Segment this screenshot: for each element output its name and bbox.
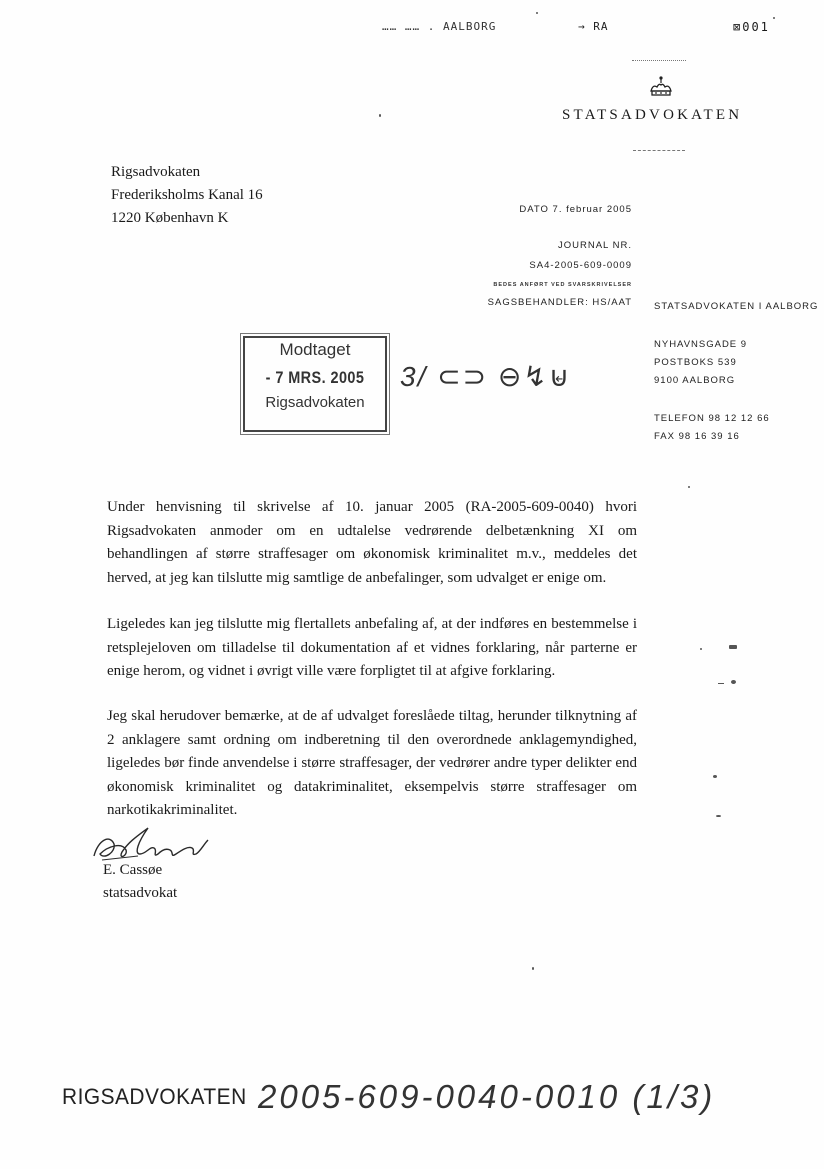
case-handler: SAGSBEHANDLER: HS/AAT: [487, 297, 632, 308]
fax-header-left: …… …… . AALBORG: [382, 20, 497, 33]
noise-speck: [700, 648, 702, 650]
fax-page-number: [733, 20, 770, 34]
org-name: STATSADVOKATEN: [562, 107, 743, 123]
noise-speck: [773, 17, 775, 19]
sender-phone: TELEFON 98 12 12 66: [654, 413, 770, 424]
stamp-handwritten-number: 3/ ⊂⊃ ⊖↯⊌: [400, 361, 572, 392]
sender-city: 9100 AALBORG: [654, 375, 736, 386]
dotted-rule-top: [632, 60, 686, 61]
fax-page-value: 001: [742, 20, 770, 34]
fax-icon: ⊠: [733, 20, 743, 34]
journal-label: JOURNAL NR.: [558, 240, 632, 251]
noise-speck: [718, 683, 724, 684]
stamp-date: - 7 MRS. 2005: [265, 368, 365, 387]
recipient-name: Rigsadvokaten: [111, 164, 201, 180]
stamp-agency: Rigsadvokaten: [265, 394, 365, 411]
signatory-title: statsadvokat: [103, 885, 178, 901]
stamp-received-label: Modtaget: [279, 340, 351, 359]
dotted-rule-bottom: [633, 150, 685, 151]
noise-speck: [379, 114, 381, 117]
footer-agency-label: RIGSADVOKATEN: [62, 1084, 247, 1109]
recipient-city: 1220 København K: [111, 210, 229, 226]
noise-speck: [536, 12, 538, 14]
noise-speck: [532, 967, 534, 970]
sender-street: NYHAVNSGADE 9: [654, 339, 748, 350]
sender-address: [654, 336, 747, 390]
cite-note: BEDES ANFØRT VED SVARSKRIVELSER: [493, 282, 632, 288]
sender-fax: FAX 98 16 39 16: [654, 431, 740, 442]
noise-speck: [688, 486, 690, 488]
noise-speck: [731, 680, 736, 684]
journal-number: SA4-2005-609-0009: [529, 260, 632, 271]
letter-date: DATO 7. februar 2005: [519, 204, 632, 215]
sender-contact: [654, 410, 770, 446]
noise-speck: [716, 815, 721, 817]
recipient-address: [111, 161, 263, 230]
signatory-name: E. Cassøe: [103, 862, 163, 878]
crown-icon: [647, 75, 675, 101]
sender-office: STATSADVOKATEN I AALBORG: [654, 301, 819, 312]
body-paragraph-2: Ligeledes kan jeg tilslutte mig flertallets anbefaling af, at der indføres en bestemmelse i retsplejeloven om tilladelse til dokumentation af et vidnes forklaring, når parterne er enige herom, og vidnet i øvrigt ville være forpligtet til at afgive forklaring.: [107, 616, 637, 679]
sender-pobox: POSTBOKS 539: [654, 357, 737, 368]
noise-speck: [729, 645, 737, 649]
footer-handwritten-reference: 2005-609-0040-0010 (1/3): [258, 1078, 716, 1115]
received-stamp: [243, 336, 387, 432]
body-paragraph-1: Under henvisning til skrivelse af 10. januar 2005 (RA-2005-609-0040) hvori Rigsadvokaten anmoder om en udtalelse vedrørende delbetænkning XI om behandlingen af større straffesager om økonomisk kriminalitet m.v., meddeles det herved, at jeg kan tilslutte mig samtlige de anbefalinger, som udvalget er enige om.: [107, 499, 637, 586]
fax-header-mid: → RA: [578, 20, 609, 33]
recipient-street: Frederiksholms Kanal 16: [111, 187, 263, 203]
noise-speck: [713, 775, 717, 778]
body-paragraph-3: Jeg skal herudover bemærke, at de af udvalget foreslåede tiltag, herunder tilknytning af 2 anklagere samt ordning om indberetning til den overordnede anklagemyndighed, ligeledes bør finde anvendelse i større straffesager, der vedrører andre typer delikter end økonomisk kriminalitet og datakriminalitet, eksempelvis større straffesager om narkotikakriminalitet.: [107, 708, 637, 818]
